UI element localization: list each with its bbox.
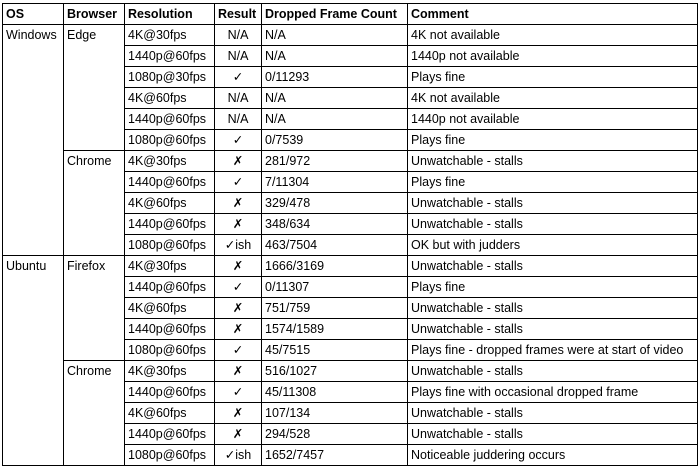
dropped-frames-cell: 463/7504 <box>262 235 408 256</box>
dropped-frames-cell: 1652/7457 <box>262 445 408 466</box>
dropped-frames-cell: 516/1027 <box>262 361 408 382</box>
dropped-frames-cell: 107/134 <box>262 403 408 424</box>
os-cell: Windows <box>3 25 64 256</box>
comment-cell: 4K not available <box>408 88 698 109</box>
resolution-cell: 4K@30fps <box>125 256 215 277</box>
comment-cell: Plays fine with occasional dropped frame <box>408 382 698 403</box>
dropped-frames-cell: 294/528 <box>262 424 408 445</box>
table-row <box>3 256 698 277</box>
resolution-cell: 1080p@60fps <box>125 340 215 361</box>
resolution-cell: 4K@30fps <box>125 361 215 382</box>
browser-cell: Firefox <box>64 256 125 361</box>
comment-cell: Unwatchable - stalls <box>408 193 698 214</box>
comment-cell: Unwatchable - stalls <box>408 424 698 445</box>
resolution-cell: 4K@60fps <box>125 88 215 109</box>
result-cell: ✗ <box>215 151 262 172</box>
dropped-frames-cell: 7/11304 <box>262 172 408 193</box>
dropped-frames-cell: 281/972 <box>262 151 408 172</box>
comment-cell: Unwatchable - stalls <box>408 214 698 235</box>
table-body <box>3 25 698 466</box>
comment-cell: Plays fine <box>408 277 698 298</box>
header-os: OS <box>3 4 64 25</box>
result-cell: ✗ <box>215 193 262 214</box>
dropped-frames-cell: 329/478 <box>262 193 408 214</box>
comment-cell: OK but with judders <box>408 235 698 256</box>
resolution-cell: 1440p@60fps <box>125 277 215 298</box>
result-cell: N/A <box>215 25 262 46</box>
dropped-frames-cell: 45/11308 <box>262 382 408 403</box>
resolution-cell: 1080p@30fps <box>125 67 215 88</box>
dropped-frames-cell: N/A <box>262 25 408 46</box>
resolution-cell: 4K@60fps <box>125 403 215 424</box>
comment-cell: Unwatchable - stalls <box>408 151 698 172</box>
comment-cell: Noticeable juddering occurs <box>408 445 698 466</box>
os-cell: Ubuntu <box>3 256 64 466</box>
result-cell: ✓ <box>215 67 262 88</box>
browser-cell: Chrome <box>64 361 125 466</box>
result-cell: ✓ <box>215 382 262 403</box>
comment-cell: Plays fine <box>408 172 698 193</box>
comment-cell: 1440p not available <box>408 46 698 67</box>
table-row <box>3 25 698 46</box>
resolution-cell: 1440p@60fps <box>125 424 215 445</box>
comment-cell: 1440p not available <box>408 109 698 130</box>
header-dropped-frame-count: Dropped Frame Count <box>262 4 408 25</box>
resolution-cell: 1440p@60fps <box>125 46 215 67</box>
dropped-frames-cell: 751/759 <box>262 298 408 319</box>
resolution-cell: 1440p@60fps <box>125 214 215 235</box>
result-cell: ✗ <box>215 424 262 445</box>
comment-cell: 4K not available <box>408 25 698 46</box>
result-cell: ✓ <box>215 340 262 361</box>
result-cell: ✗ <box>215 319 262 340</box>
dropped-frames-cell: 0/11307 <box>262 277 408 298</box>
comment-cell: Unwatchable - stalls <box>408 298 698 319</box>
result-cell: ✗ <box>215 403 262 424</box>
result-cell: ✗ <box>215 214 262 235</box>
result-cell: ✗ <box>215 256 262 277</box>
result-cell: ✓ <box>215 130 262 151</box>
header-resolution: Resolution <box>125 4 215 25</box>
result-cell: N/A <box>215 109 262 130</box>
resolution-cell: 1440p@60fps <box>125 382 215 403</box>
resolution-cell: 1080p@60fps <box>125 445 215 466</box>
dropped-frames-cell: N/A <box>262 88 408 109</box>
comment-cell: Plays fine - dropped frames were at start of video <box>408 340 698 361</box>
comment-cell: Unwatchable - stalls <box>408 403 698 424</box>
result-cell: N/A <box>215 88 262 109</box>
result-cell: ✓ <box>215 277 262 298</box>
resolution-cell: 1080p@60fps <box>125 130 215 151</box>
result-cell: N/A <box>215 46 262 67</box>
dropped-frames-cell: N/A <box>262 109 408 130</box>
table-row <box>3 361 698 382</box>
result-cell: ✗ <box>215 298 262 319</box>
resolution-cell: 1440p@60fps <box>125 172 215 193</box>
comment-cell: Plays fine <box>408 67 698 88</box>
resolution-cell: 4K@60fps <box>125 298 215 319</box>
resolution-cell: 4K@30fps <box>125 25 215 46</box>
dropped-frames-cell: 0/7539 <box>262 130 408 151</box>
resolution-cell: 1080p@60fps <box>125 235 215 256</box>
comment-cell: Plays fine <box>408 130 698 151</box>
header-browser: Browser <box>64 4 125 25</box>
dropped-frames-cell: 45/7515 <box>262 340 408 361</box>
dropped-frames-cell: 348/634 <box>262 214 408 235</box>
browser-cell: Chrome <box>64 151 125 256</box>
resolution-cell: 1440p@60fps <box>125 319 215 340</box>
resolution-cell: 1440p@60fps <box>125 109 215 130</box>
resolution-cell: 4K@60fps <box>125 193 215 214</box>
header-result: Result <box>215 4 262 25</box>
result-cell: ✓ <box>215 172 262 193</box>
dropped-frames-cell: 1666/3169 <box>262 256 408 277</box>
dropped-frames-cell: 0/11293 <box>262 67 408 88</box>
header-row <box>3 4 698 25</box>
result-cell: ✗ <box>215 361 262 382</box>
comment-cell: Unwatchable - stalls <box>408 256 698 277</box>
dropped-frames-cell: N/A <box>262 46 408 67</box>
browser-cell: Edge <box>64 25 125 151</box>
resolution-cell: 4K@30fps <box>125 151 215 172</box>
header-comment: Comment <box>408 4 698 25</box>
comment-cell: Unwatchable - stalls <box>408 361 698 382</box>
results-table <box>2 3 698 466</box>
table-row <box>3 151 698 172</box>
comment-cell: Unwatchable - stalls <box>408 319 698 340</box>
result-cell: ✓ish <box>215 235 262 256</box>
dropped-frames-cell: 1574/1589 <box>262 319 408 340</box>
result-cell: ✓ish <box>215 445 262 466</box>
